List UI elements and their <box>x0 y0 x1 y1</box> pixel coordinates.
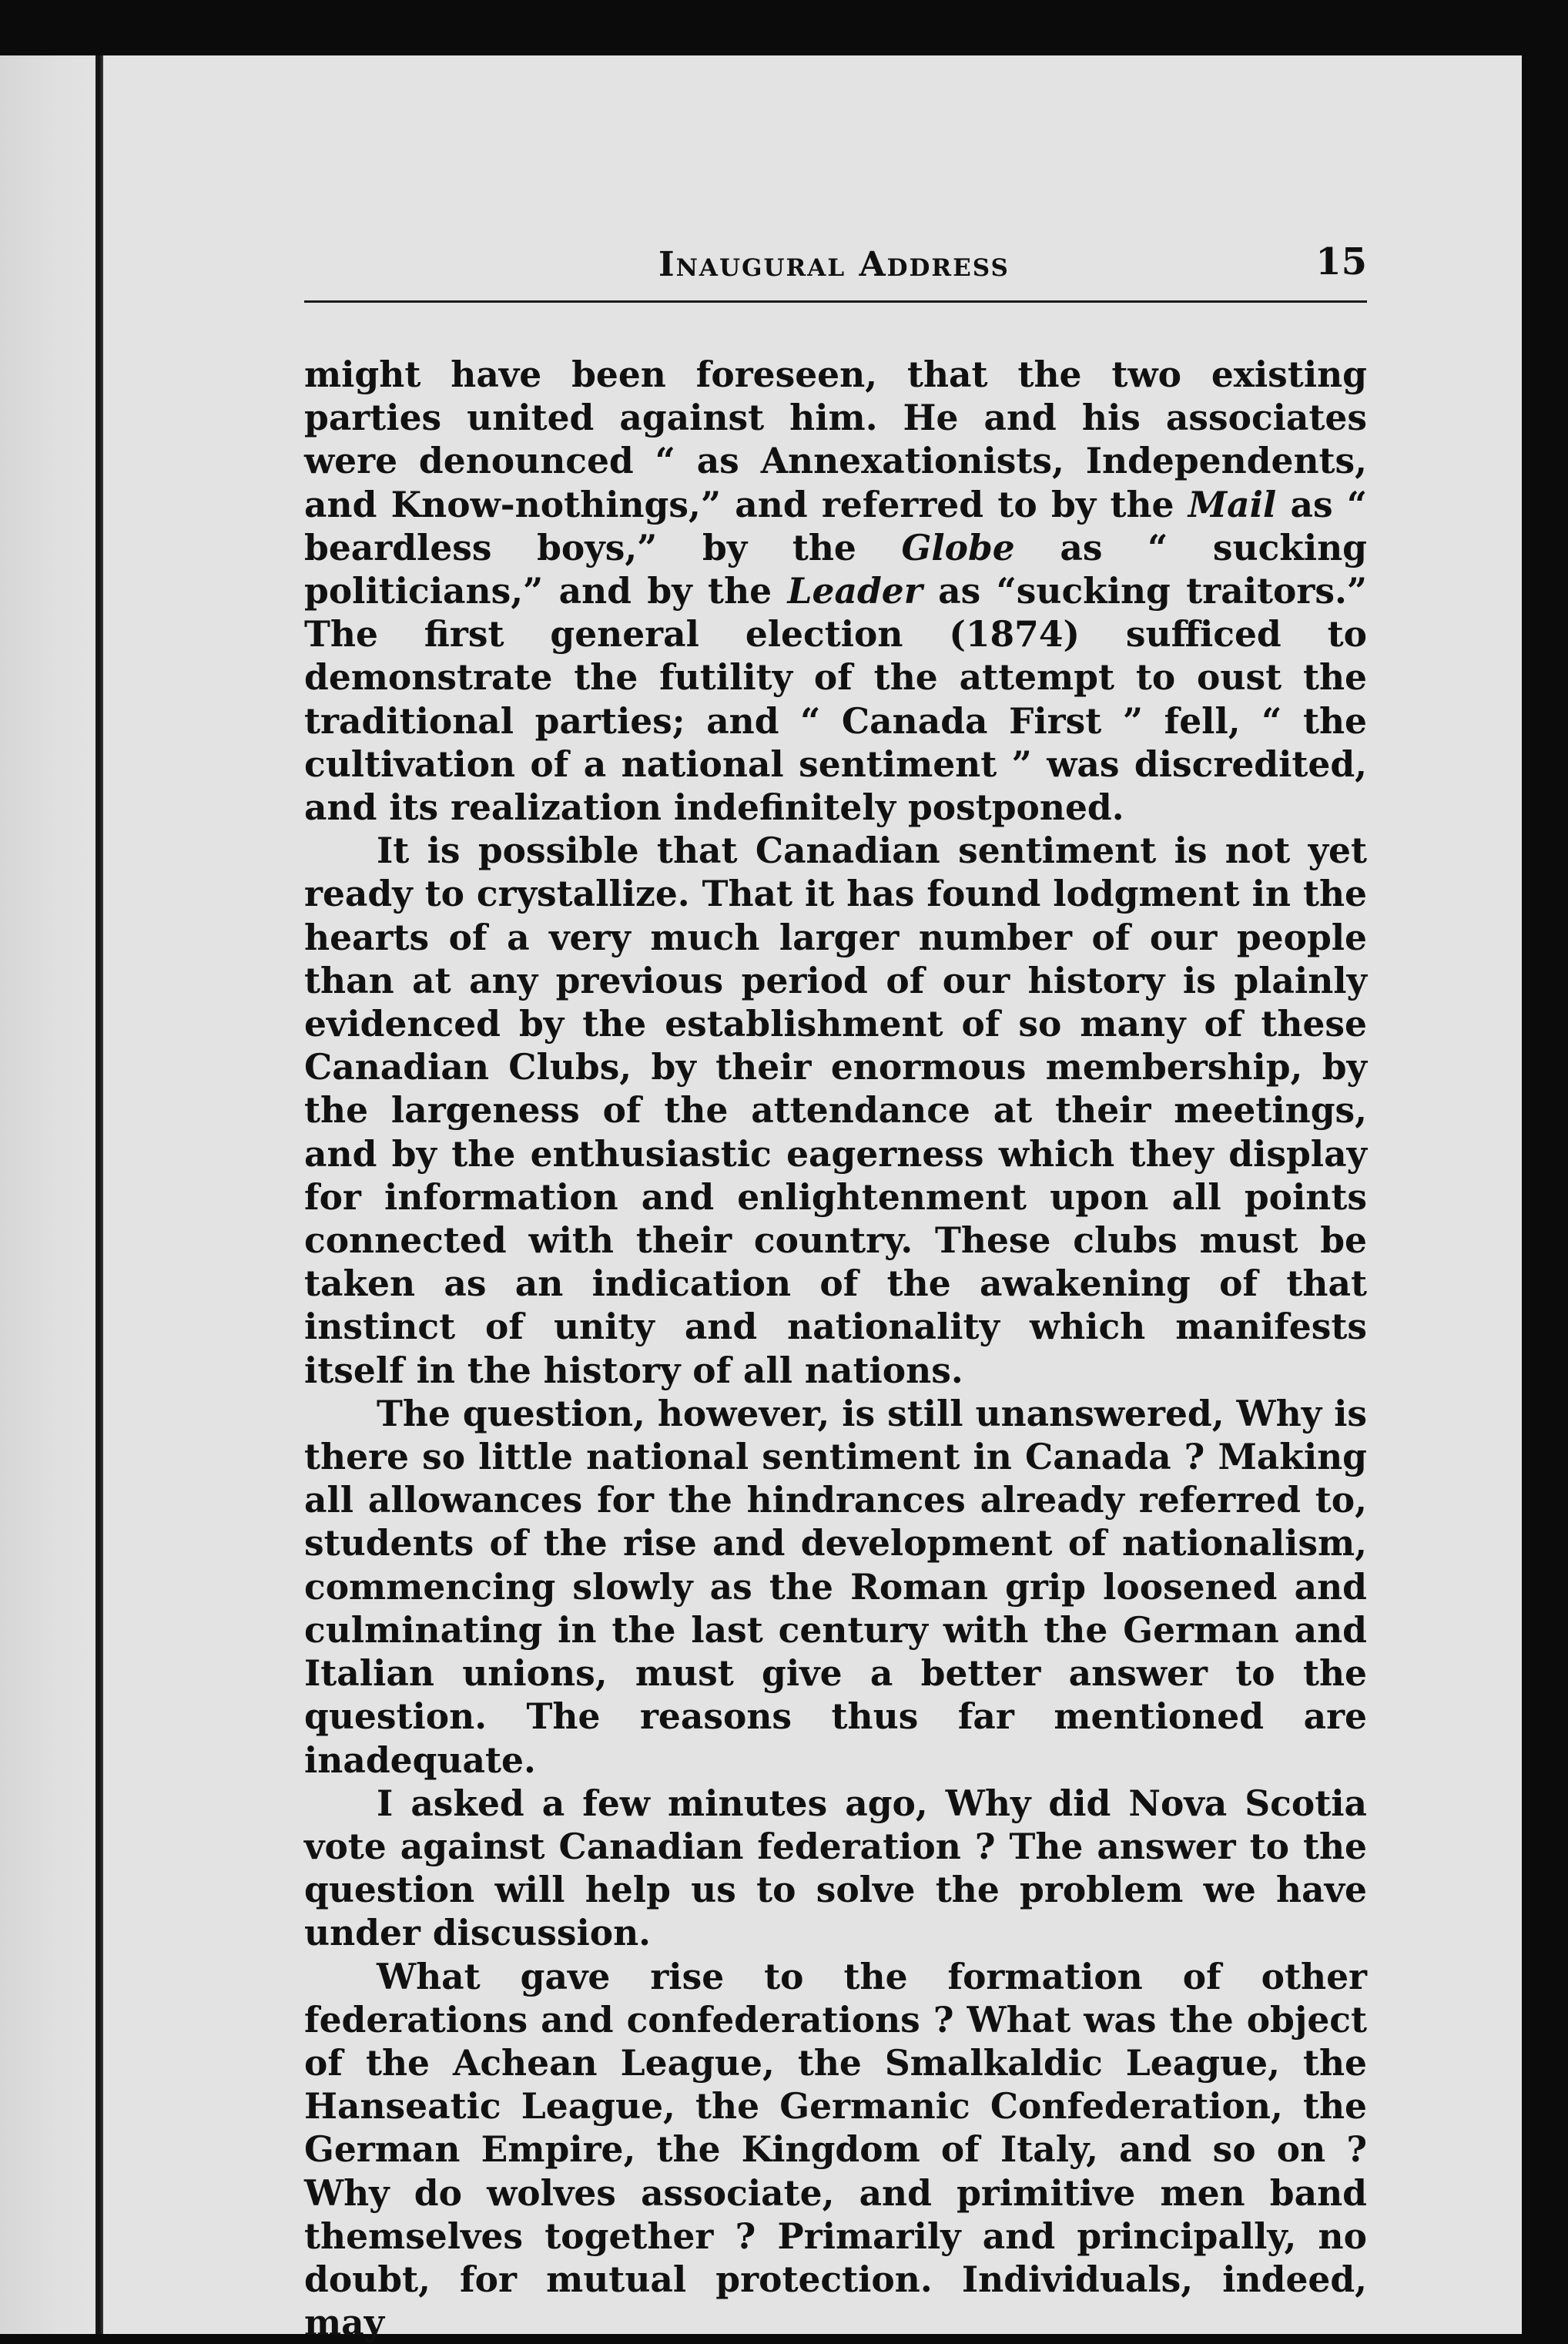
text-segment: I asked a few minutes ago, Why did Nova Scotia vote against Canadian federation ? The answer to the question will help us to solve the problem we have under discussion. <box>304 1782 1367 1954</box>
paragraph <box>304 353 1367 829</box>
text-segment: as “ beardless boys,” by the <box>304 483 1367 568</box>
binding-edge <box>95 55 103 2334</box>
text-segment: as “sucking traitors.” The first general election (1874) sufficed to demonstrate the futility of the attempt to oust the traditional parties; and “ Canada First ” fell, “ the cultivation of a national sentiment ” was discredited, and its realization indefinitely postponed. <box>304 570 1367 829</box>
book-page <box>304 231 1367 2344</box>
text-segment: as “ sucking politicians,” and by the <box>304 526 1367 612</box>
italic-text: Mail <box>1188 483 1277 525</box>
paragraph <box>304 1782 1367 1955</box>
right-scan-border <box>1522 55 1568 2334</box>
text-segment: What gave rise to the formation of other federations and confederations ? What was the object of the Achean League, the Smalkaldic League, the Hanseatic League, the Germanic Confederation, the German Empire, the Kingdom of Italy, and so on ? Why do wolves associate, and primitive men band themselves together ? Primarily and principally, no doubt, for mutual protection. Individuals, indeed, may <box>304 1955 1367 2344</box>
paragraph <box>304 829 1367 1392</box>
text-segment: might have been foreseen, that the two existing parties united against him. He and his associates were denounced “ as Annexationists, Independents, and Know-nothings,” and referred to by the <box>304 354 1367 525</box>
paragraph <box>304 1392 1367 1782</box>
page-number: 15 <box>1315 240 1367 283</box>
header-rule <box>304 300 1367 303</box>
running-title: Inaugural Address <box>658 245 1010 284</box>
italic-text: Leader <box>787 570 923 612</box>
italic-text: Globe <box>901 526 1015 568</box>
facing-page-margin <box>0 55 99 2334</box>
text-segment: The question, however, is still unanswered, Why is there so little national sentiment in Canada ? Making all allowances for the hindrances already referred to, students of the rise and development of nationalism, commencing slowly as the Roman grip loosened and culminating in the last century with the German and Italian unions, must give a better answer to the question. The reasons thus far mentioned are inadequate. <box>304 1392 1367 1781</box>
text-segment: It is possible that Canadian sentiment is not yet ready to crystallize. That it has found lodgment in the hearts of a very much larger number of our people than at any previous period of our history is plainly evidenced by the establishment of so many of these Canadian Clubs, by their enormous membership, by the largeness of the attendance at their meetings, and by the enthusiastic eagerness which they display for information and enlightenment upon all points connected with their country. These clubs must be taken as an indication of the awakening of that instinct of unity and nationality which manifests itself in the history of all nations. <box>304 830 1367 1391</box>
body-text <box>304 353 1367 2344</box>
running-head <box>304 231 1367 285</box>
paragraph <box>304 1955 1367 2344</box>
